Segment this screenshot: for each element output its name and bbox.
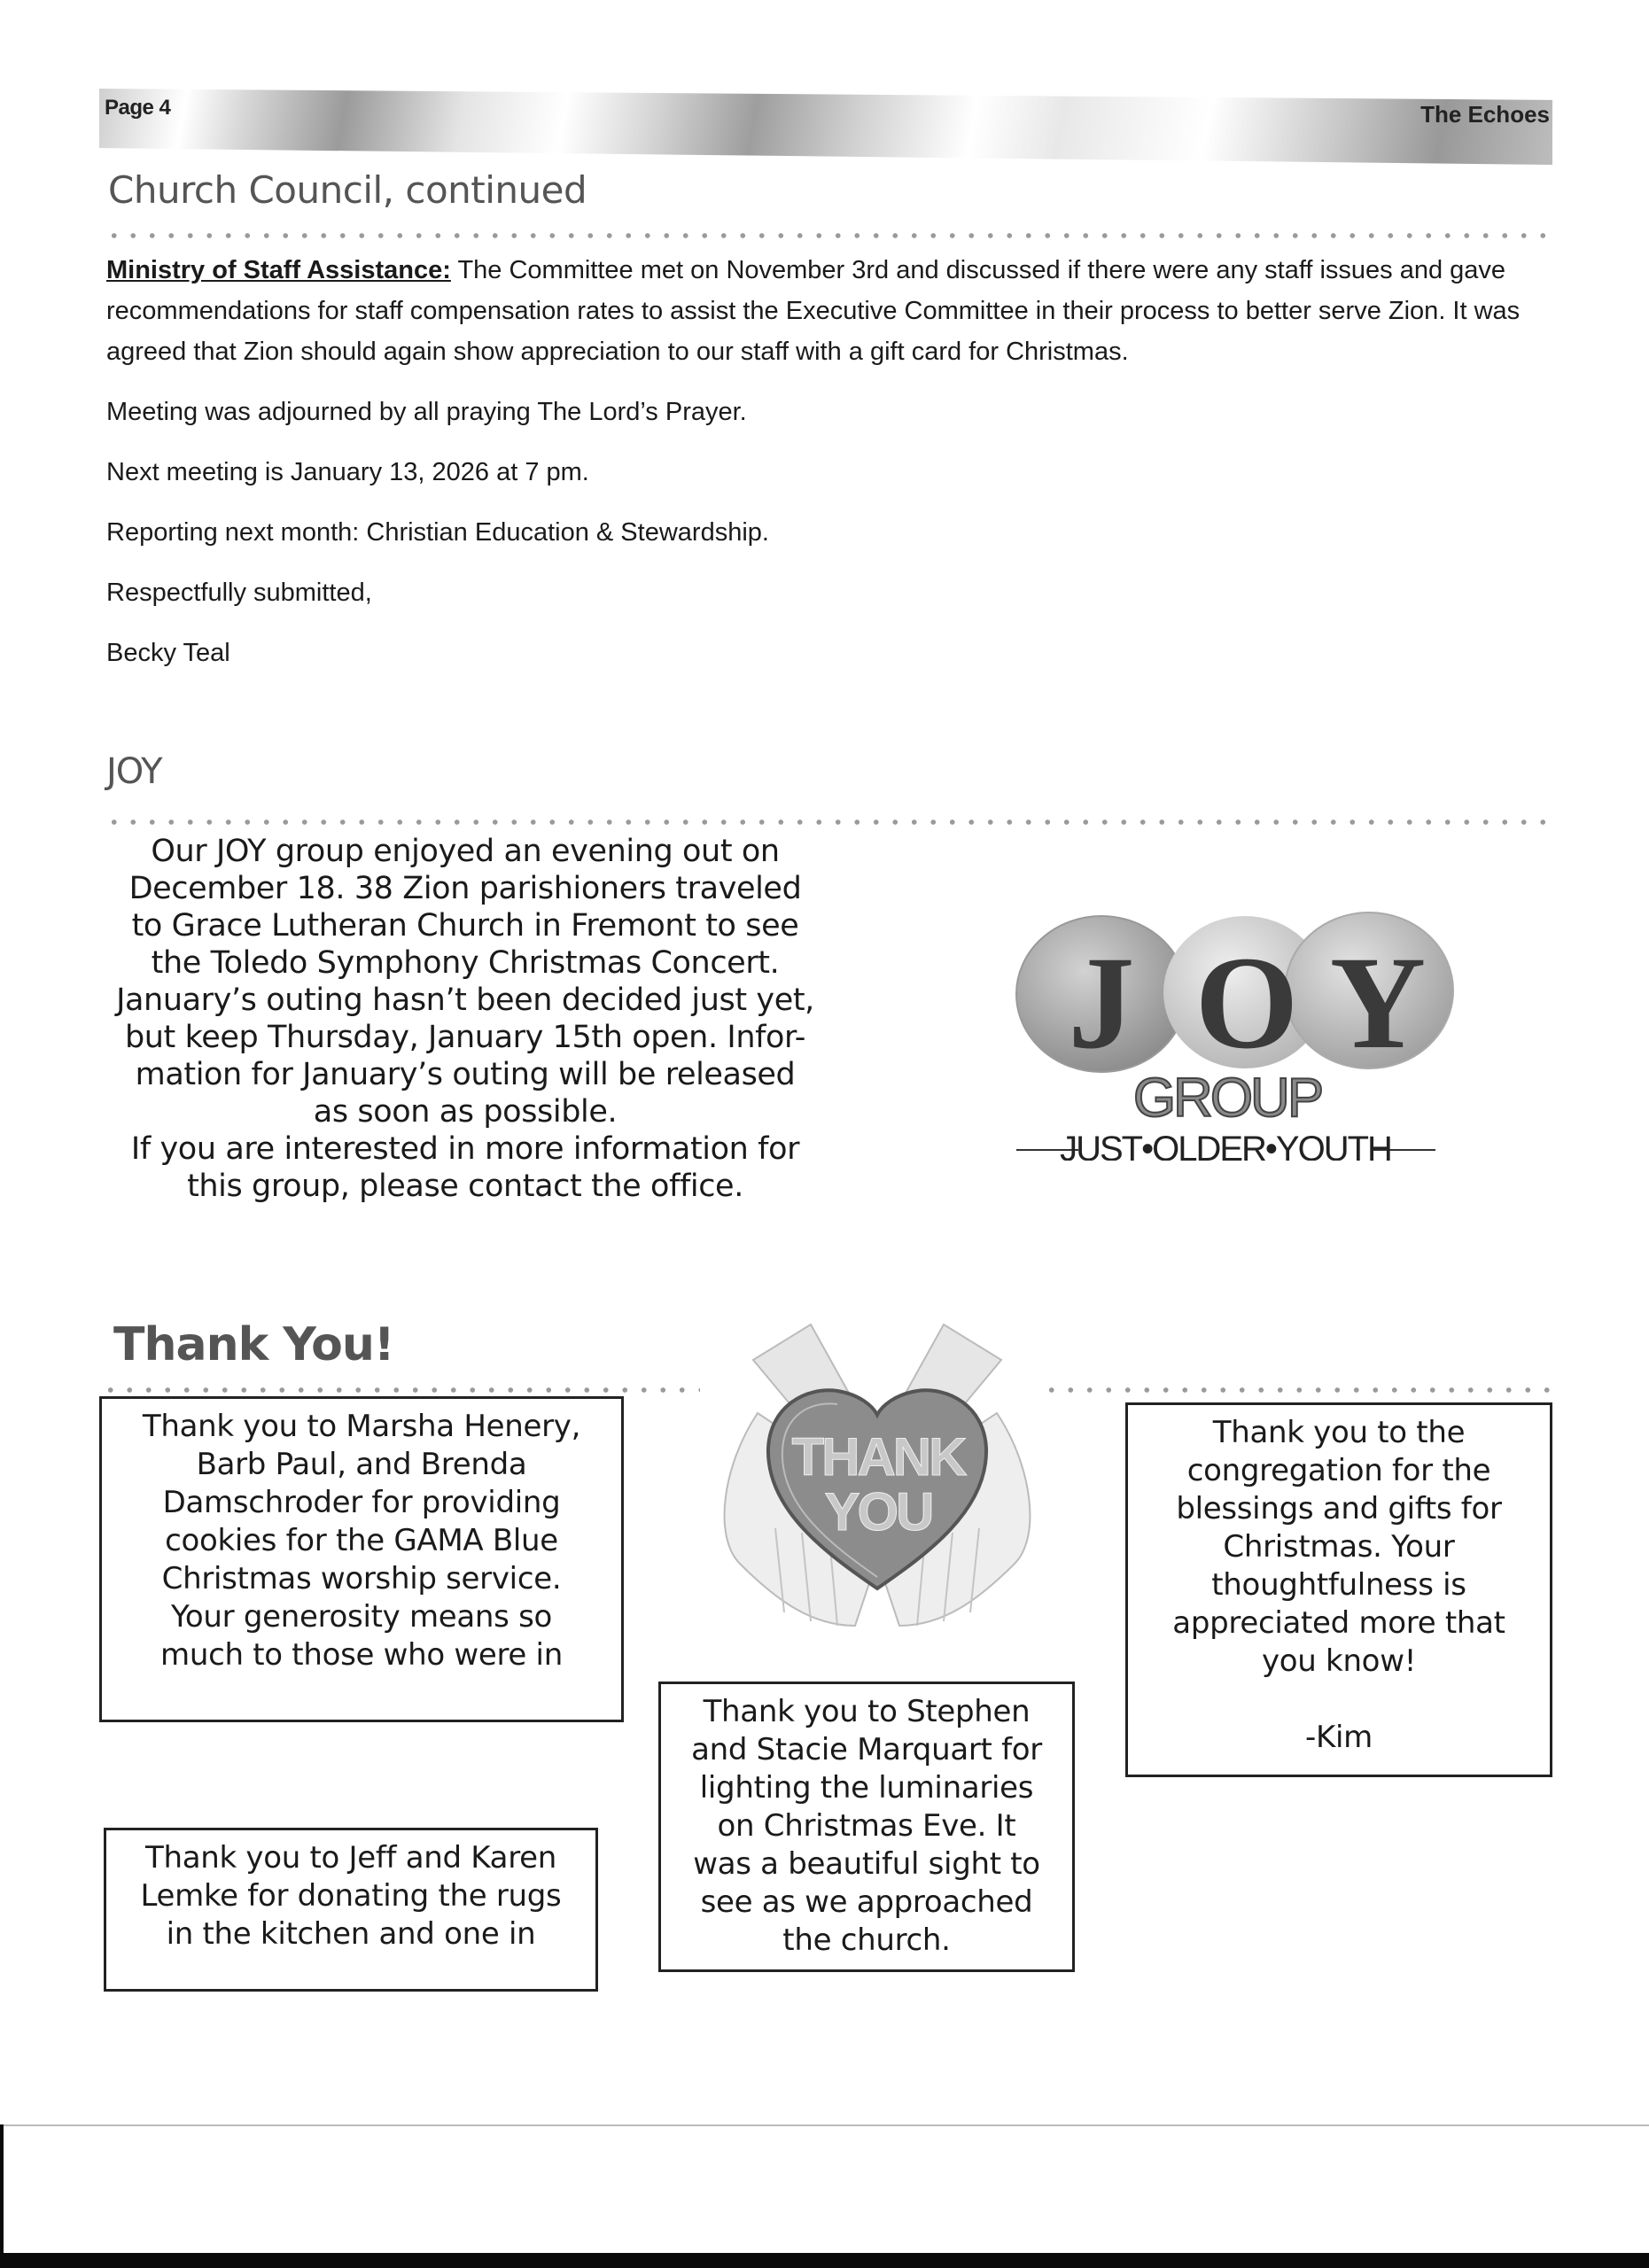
svg-text:O: O bbox=[1194, 929, 1299, 1076]
svg-text:J: J bbox=[1068, 929, 1135, 1076]
box-line: Damschroder for providing bbox=[162, 1485, 561, 1520]
box-line: much to those who were in bbox=[160, 1637, 563, 1673]
thank-you-heart-hands-image bbox=[704, 1307, 1050, 1639]
box-line: on Christmas Eve. It bbox=[717, 1808, 1016, 1844]
joy-line: the Toledo Symphony Christmas Concert. bbox=[151, 945, 780, 981]
box-line: you know! bbox=[1261, 1643, 1417, 1679]
box-line: in the kitchen and one in bbox=[166, 1916, 536, 1952]
joy-line: this group, please contact the office. bbox=[187, 1169, 743, 1204]
dotted-divider bbox=[1042, 1386, 1556, 1394]
box-line: blessings and gifts for bbox=[1176, 1491, 1502, 1526]
box-line: Thank you to the bbox=[1212, 1415, 1466, 1450]
box-line: Christmas. Your bbox=[1223, 1529, 1455, 1565]
box-signature: -Kim bbox=[1305, 1720, 1373, 1755]
box-line: congregation for the bbox=[1186, 1453, 1491, 1488]
box-line: thoughtfulness is bbox=[1211, 1567, 1466, 1603]
box-line: the church. bbox=[782, 1922, 951, 1958]
dotted-divider bbox=[105, 232, 1558, 239]
heart-hands-icon bbox=[704, 1307, 1050, 1639]
church-council-body bbox=[106, 250, 1551, 693]
thank-you-heading: Thank You! bbox=[113, 1318, 394, 1371]
page-edge-line bbox=[0, 2124, 1649, 2126]
box-line: cookies for the GAMA Blue bbox=[165, 1523, 558, 1558]
box-spacer bbox=[1128, 1681, 1550, 1719]
box-line: appreciated more that bbox=[1172, 1605, 1505, 1641]
joy-line: December 18. 38 Zion parishioners traveled bbox=[128, 871, 802, 906]
scan-edge bbox=[0, 2124, 4, 2257]
page-number: Page 4 bbox=[105, 96, 171, 120]
box-line: Barb Paul, and Brenda bbox=[196, 1447, 527, 1482]
box-line: lighting the luminaries bbox=[699, 1770, 1034, 1806]
svg-text:THANK: THANK bbox=[791, 1427, 965, 1487]
thank-you-box-congregation bbox=[1125, 1402, 1552, 1777]
joy-line: Our JOY group enjoyed an evening out on bbox=[151, 834, 780, 869]
ministry-label: Ministry of Staff Assistance: bbox=[106, 256, 451, 284]
thank-you-box-lemke bbox=[104, 1828, 598, 1992]
joy-heading: JOY bbox=[106, 751, 162, 792]
reporting-text: Reporting next month: Christian Education & Stewardship. bbox=[106, 518, 769, 547]
box-line: was a beautiful sight to bbox=[693, 1846, 1040, 1882]
thank-you-box-marsha bbox=[99, 1396, 624, 1722]
box-line: Thank you to Marsha Henery, bbox=[142, 1409, 581, 1444]
joy-line: as soon as possible. bbox=[313, 1094, 618, 1130]
box-line: Your generosity means so bbox=[170, 1599, 553, 1635]
joy-line: January’s outing hasn’t been decided just yet, bbox=[116, 983, 814, 1018]
joy-circles-icon bbox=[997, 895, 1493, 1161]
box-line: see as we approached bbox=[700, 1884, 1033, 1920]
next-meeting-text: Next meeting is January 13, 2026 at 7 pm. bbox=[106, 458, 589, 486]
adjourned-text: Meeting was adjourned by all praying The Lord’s Prayer. bbox=[106, 398, 747, 426]
joy-line: mation for January’s outing will be released bbox=[135, 1057, 796, 1092]
thank-you-box-marquart bbox=[658, 1682, 1075, 1972]
joy-line: but keep Thursday, January 15th open. Infor- bbox=[124, 1020, 806, 1055]
joy-group-logo bbox=[997, 895, 1493, 1161]
box-line: Christmas worship service. bbox=[161, 1561, 562, 1596]
box-line: Thank you to Stephen bbox=[703, 1694, 1031, 1729]
scan-bottom-bar bbox=[0, 2253, 1649, 2268]
closing-text: Respectfully submitted, bbox=[106, 579, 372, 607]
church-council-heading: Church Council, continued bbox=[108, 168, 587, 212]
ministry-text: The Committee met on November 3rd and discussed if there were any staff issues and gave recommendations for staff compensation rates to assist the Executive Committee in their process to better serve Zion. It was agreed that Zion should again show appreciation to our staff with a gift card for Christmas. bbox=[106, 256, 1521, 366]
svg-text:YOU: YOU bbox=[824, 1482, 932, 1542]
joy-description bbox=[106, 833, 824, 1205]
joy-line: If you are interested in more information for bbox=[130, 1131, 800, 1167]
joy-line: to Grace Lutheran Church in Fremont to see bbox=[131, 908, 799, 944]
box-line: Thank you to Jeff and Karen bbox=[144, 1840, 556, 1876]
svg-text:JUST•OLDER•YOUTH: JUST•OLDER•YOUTH bbox=[1060, 1130, 1391, 1161]
svg-text:GROUP: GROUP bbox=[1132, 1068, 1322, 1129]
newsletter-title: The Echoes bbox=[1420, 101, 1550, 128]
dotted-divider bbox=[105, 819, 1558, 826]
box-line: and Stacie Marquart for bbox=[691, 1732, 1042, 1767]
dotted-divider bbox=[101, 1386, 700, 1394]
header-banner bbox=[99, 89, 1552, 165]
ministry-paragraph bbox=[106, 250, 1551, 372]
box-line: Lemke for donating the rugs bbox=[140, 1878, 562, 1914]
signature-text: Becky Teal bbox=[106, 639, 230, 667]
svg-text:Y: Y bbox=[1329, 929, 1427, 1076]
